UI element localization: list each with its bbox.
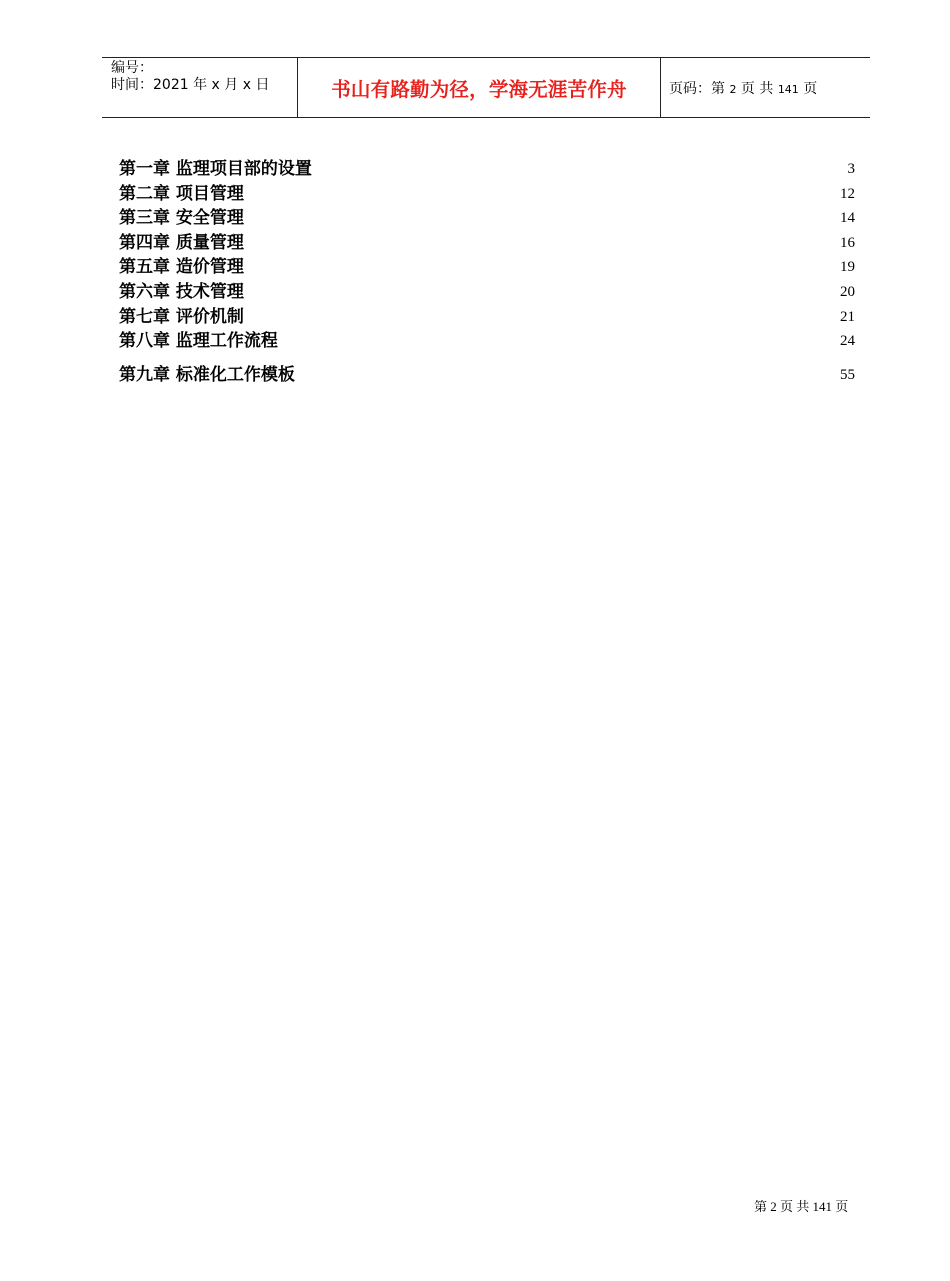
header-motto-cell <box>298 58 661 117</box>
toc-entry-page: 16 <box>840 234 855 251</box>
toc-entry-title: 第二章 项目管理 <box>119 183 244 204</box>
toc-entry-title: 第一章 监理项目部的设置 <box>119 159 312 179</box>
page-mid: 页 共 <box>740 80 774 97</box>
header-page-cell <box>661 58 870 117</box>
toc-entry-title: 第七章 评价机制 <box>119 306 244 327</box>
toc-entry[interactable] <box>119 280 855 305</box>
toc-entry[interactable] <box>119 231 855 256</box>
toc-entry-title: 第四章 质量管理 <box>119 232 244 253</box>
toc-entry-page: 3 <box>847 161 855 177</box>
page-header <box>102 57 870 118</box>
toc-entry[interactable] <box>119 182 855 207</box>
header-page-code <box>669 78 817 98</box>
toc-entry-title: 第三章 安全管理 <box>119 208 244 229</box>
header-motto: 书山有路勤为径，学海无涯苦作舟 <box>331 77 627 101</box>
page-total: 141 <box>777 82 799 96</box>
toc-entry-page: 12 <box>840 185 855 202</box>
toc-entry-page: 24 <box>840 333 855 350</box>
toc-entry[interactable] <box>119 305 855 330</box>
page-prefix: 页码：第 <box>669 80 725 97</box>
document-number-label: 编号： <box>111 60 153 76</box>
document-date: 时间：2021 年 x 月 x 日 <box>111 77 270 93</box>
toc-entry-page: 20 <box>840 283 855 300</box>
toc-entry[interactable] <box>119 206 855 231</box>
toc-entry-page: 14 <box>840 210 855 227</box>
header-info-cell <box>102 58 298 117</box>
toc-entry-title: 第九章 标准化工作模板 <box>119 364 295 385</box>
toc-entry-title: 第六章 技术管理 <box>119 281 244 302</box>
toc-entry-page: 21 <box>840 308 855 325</box>
page-suffix: 页 <box>803 80 818 97</box>
toc-entry[interactable] <box>119 255 855 280</box>
table-of-contents <box>119 157 855 387</box>
toc-entry[interactable] <box>119 329 855 354</box>
page-current: 2 <box>729 82 737 96</box>
toc-entry-title: 第八章 监理工作流程 <box>119 331 278 352</box>
toc-entry[interactable] <box>119 363 855 388</box>
toc-entry-title: 第五章 造价管理 <box>119 257 244 278</box>
page-footer: 第 2 页 共 141 页 <box>754 1199 849 1214</box>
toc-entry-page: 55 <box>840 366 855 383</box>
toc-entry-page: 19 <box>840 259 855 276</box>
toc-entry[interactable] <box>119 157 855 182</box>
